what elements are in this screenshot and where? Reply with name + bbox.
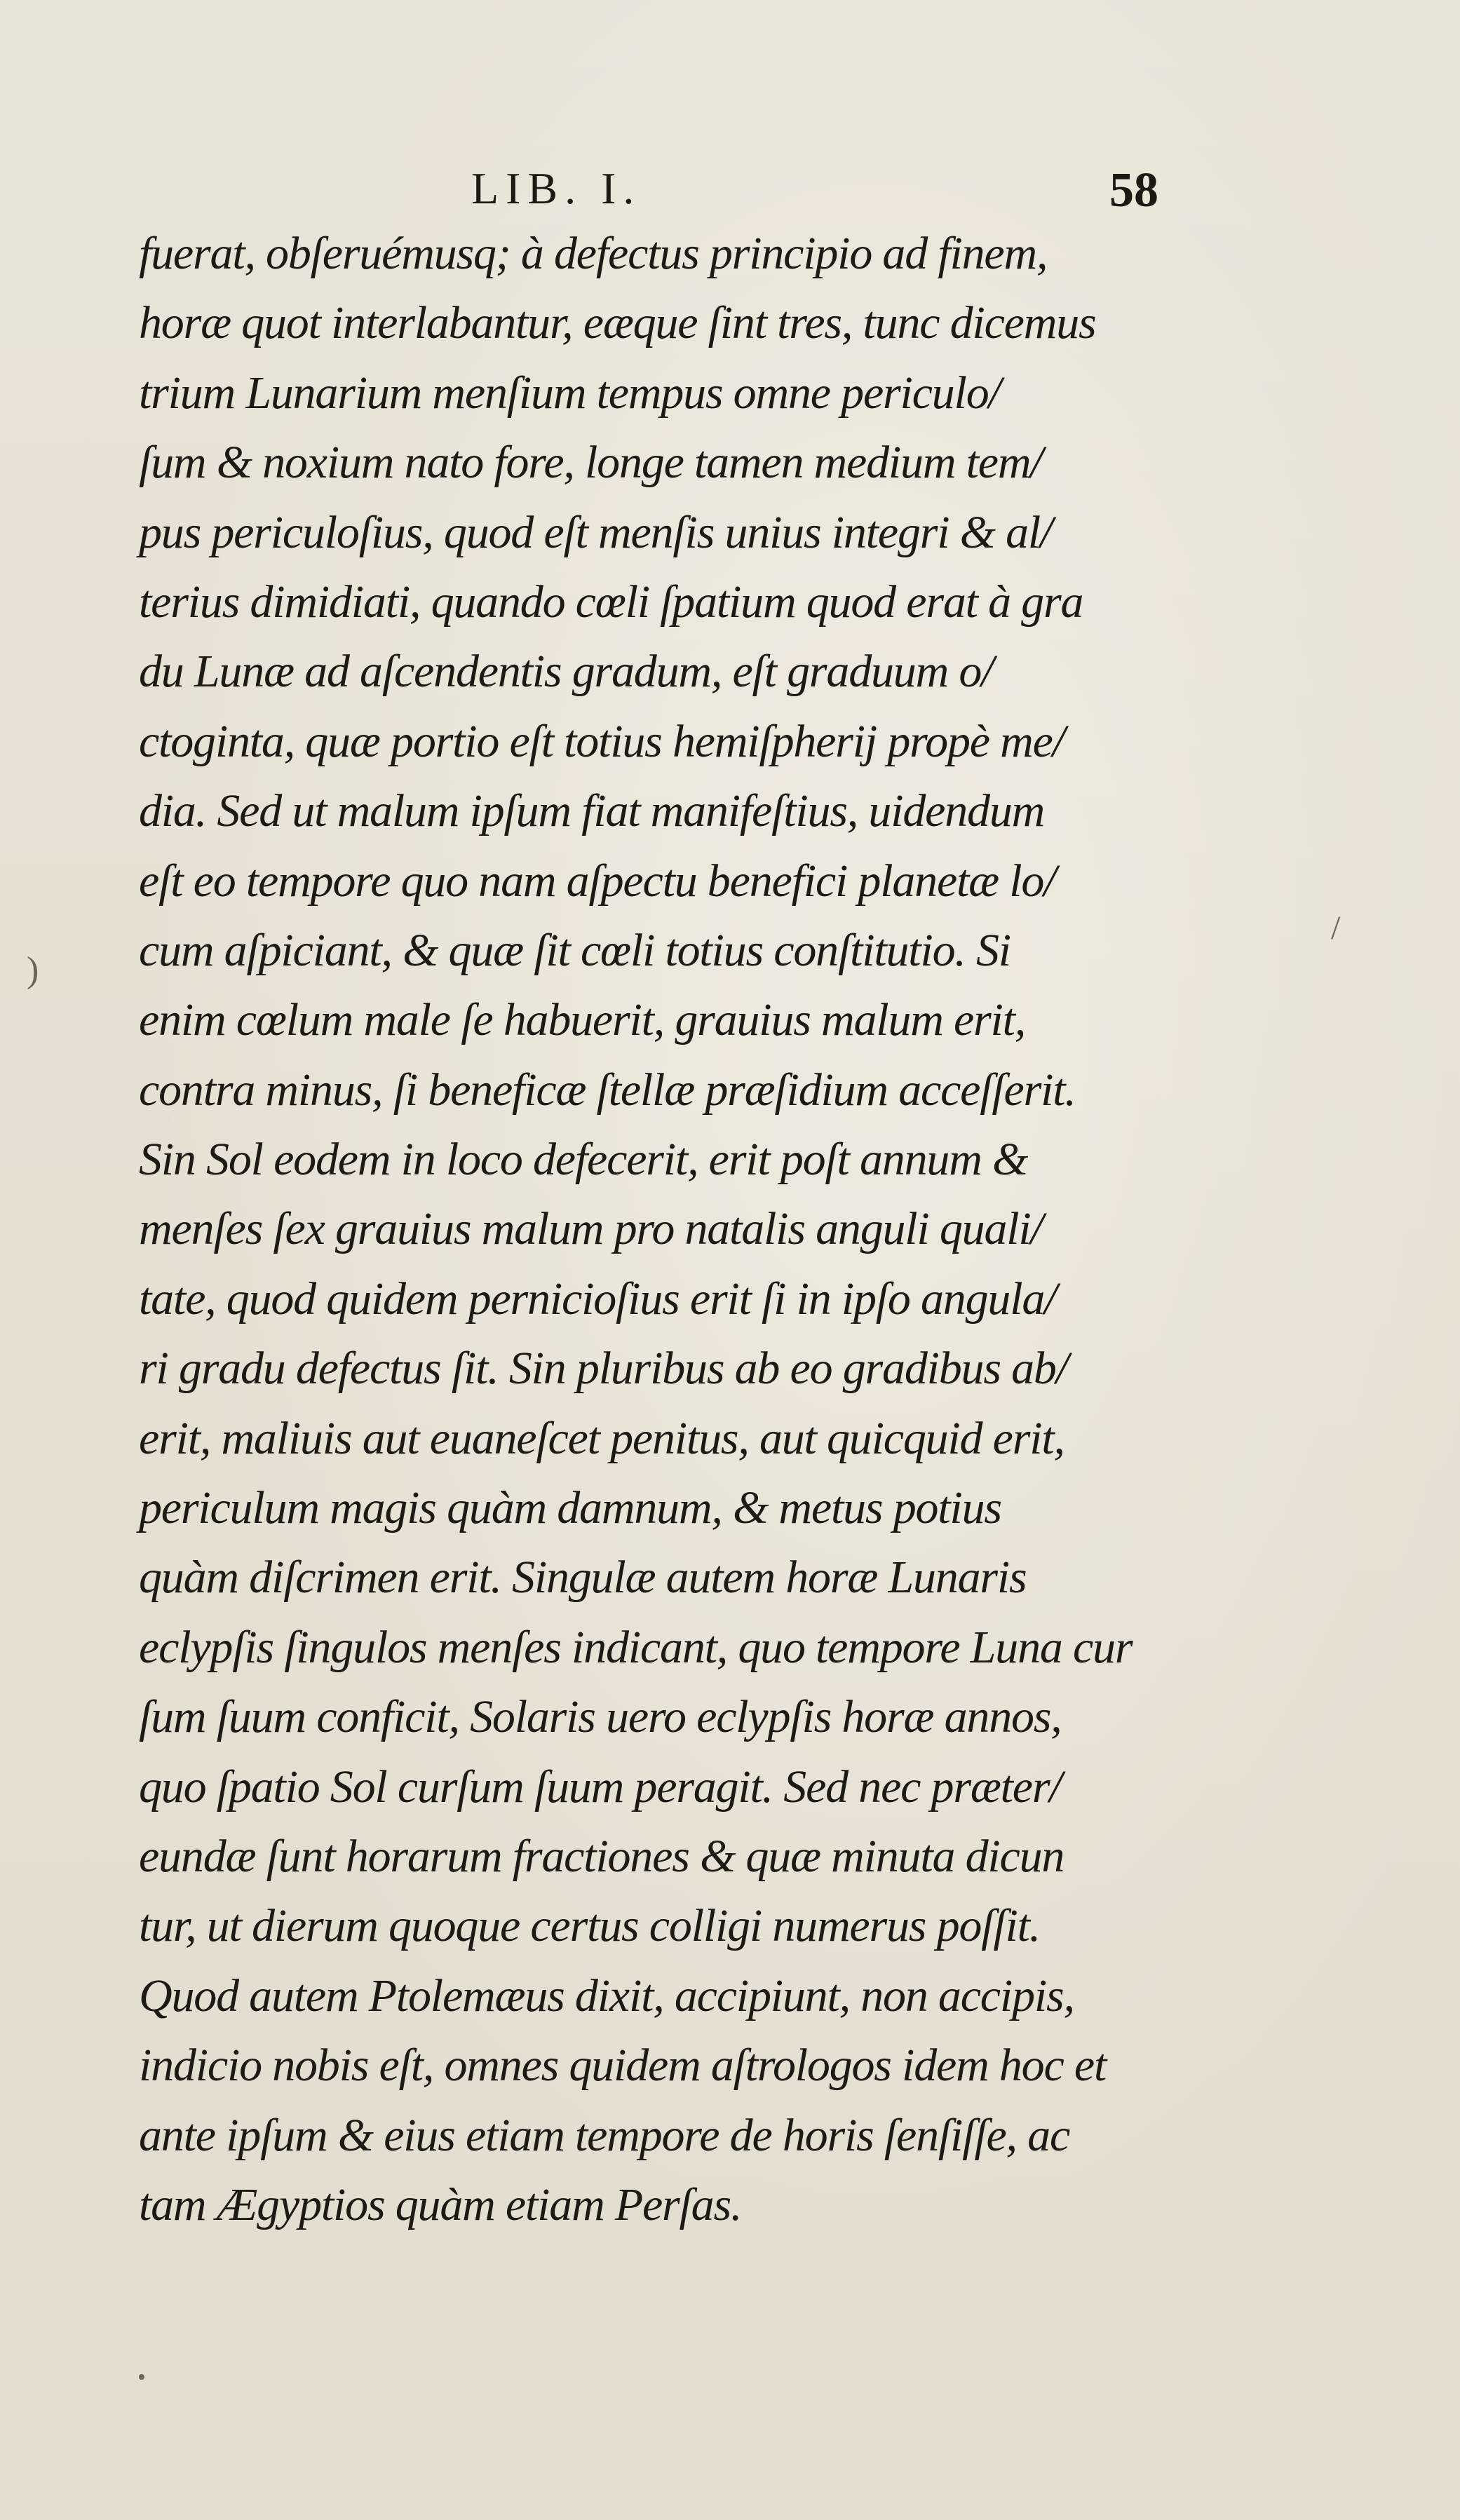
text-line: enim cœlum male ſe habuerit, grauius malum erit,	[139, 994, 1026, 1046]
text-line: du Lunæ ad aſcendentis gradum, eſt graduum o/	[139, 646, 994, 698]
text-line: cum aſpiciant, & quæ ſit cœli totius conſtitutio. Si	[139, 924, 1010, 976]
text-line: ſum ſuum conficit, Solaris uero eclypſis horæ annos,	[139, 1691, 1062, 1743]
text-line: menſes ſex grauius malum pro natalis anguli quali/	[139, 1203, 1043, 1255]
margin-bracket-mark: )	[27, 950, 39, 990]
text-line: ſum & noxium nato fore, longe tamen medium tem/	[139, 437, 1043, 489]
text-line: fuerat, obſeruémusq; à defectus principio ad finem,	[139, 228, 1048, 279]
page-number: 58	[1109, 163, 1158, 217]
text-line: terius dimidiati, quando cœli ſpatium quod erat à gra	[139, 576, 1083, 628]
text-line: trium Lunarium menſium tempus omne periculo/	[139, 367, 1001, 419]
text-line: ante ipſum & eius etiam tempore de horis ſenſiſſe, ac	[139, 2109, 1070, 2161]
text-line: eſt eo tempore quo nam aſpectu benefici planetæ lo/	[139, 855, 1056, 907]
text-line: eclypſis ſingulos menſes indicant, quo tempore Luna cur	[139, 1621, 1133, 1673]
text-line: Quod autem Ptolemæus dixit, accipiunt, non accipis,	[139, 1970, 1074, 2021]
text-line: Sin Sol eodem in loco defecerit, erit poſt annum &	[139, 1134, 1028, 1186]
text-line: eundæ ſunt horarum fractiones & quæ minuta dicun	[139, 1830, 1064, 1882]
text-line: tate, quod quidem pernicioſius erit ſi in ipſo angula/	[139, 1273, 1057, 1325]
running-head: LIB. I.	[471, 163, 642, 213]
margin-dot-mark: •	[137, 2364, 146, 2390]
text-line: quo ſpatio Sol curſum ſuum peragit. Sed nec præter/	[139, 1761, 1062, 1813]
text-line: quàm diſcrimen erit. Singulæ autem horæ Lunaris	[139, 1552, 1027, 1604]
text-line: indicio nobis eſt, omnes quidem aſtrologos idem hoc et	[139, 2040, 1107, 2092]
text-line: pus periculoſius, quod eſt menſis unius integri & al/	[139, 506, 1053, 558]
text-line: periculum magis quàm damnum, & metus potius	[139, 1482, 1001, 1534]
text-line: horæ quot interlabantur, eæque ſint tres, tunc dicemus	[139, 297, 1096, 349]
text-line: contra minus, ſi beneficæ ſtellæ præſidium acceſſerit.	[139, 1064, 1076, 1116]
text-line: ctoginta, quæ portio eſt totius hemiſpherij propè me/	[139, 715, 1064, 767]
text-line: dia. Sed ut malum ipſum fiat manifeſtius, uidendum	[139, 785, 1045, 837]
text-line: tam Ægyptios quàm etiam Perſas.	[139, 2179, 742, 2230]
text-line: ri gradu defectus ſit. Sin pluribus ab eo gradibus ab/	[139, 1343, 1068, 1395]
text-line: tur, ut dierum quoque certus colligi numerus poſſit.	[139, 1900, 1041, 1952]
margin-stroke-mark: /	[1331, 909, 1341, 947]
text-line: erit, maliuis aut euaneſcet penitus, aut quicquid erit,	[139, 1412, 1064, 1464]
body-text	[139, 219, 1275, 2240]
